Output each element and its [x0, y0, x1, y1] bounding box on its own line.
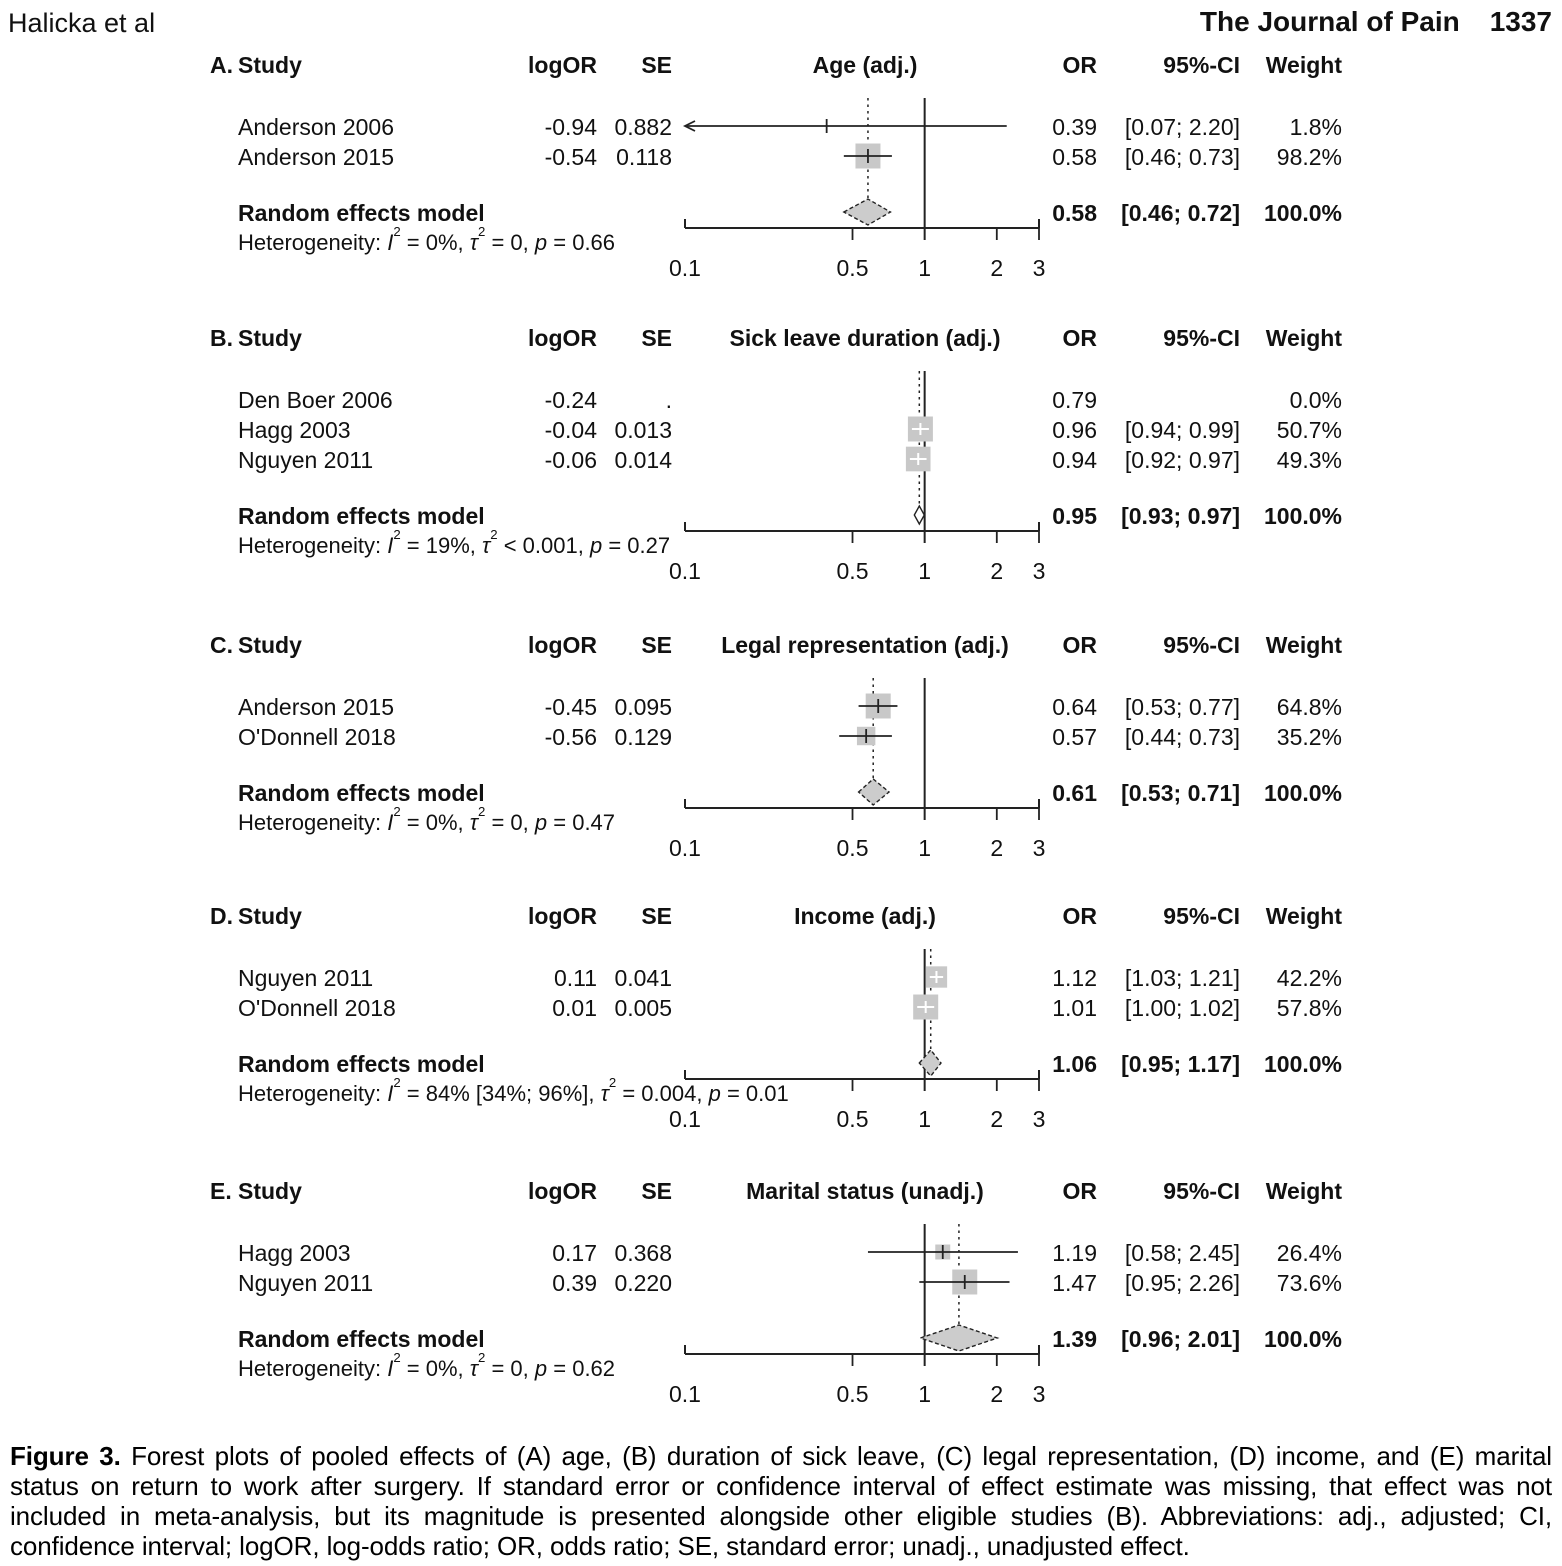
pooled-diamond [859, 779, 889, 805]
forest-plot-svg [640, 52, 1070, 298]
study-or: 1.12 [1052, 965, 1097, 991]
col-header-logor: logOR [528, 632, 597, 658]
heterogeneity-stats: Heterogeneity: $I^2 = 0\%$, $\tau^2 = 0$, p = 0.47 [238, 803, 616, 835]
study-ci: [0.53; 0.77] [1124, 694, 1240, 720]
axis-tick-label: 3 [1032, 255, 1046, 281]
col-header-ci: 95%-CI [1163, 1178, 1240, 1204]
forest-plot-svg [640, 325, 1070, 601]
study-se: 0.882 [614, 114, 672, 140]
figure-caption [10, 1441, 1552, 1561]
study-weight: 73.6% [1276, 1270, 1342, 1296]
col-header-logor: logOR [528, 903, 597, 929]
study-or: 0.79 [1052, 387, 1097, 413]
study-se: 0.220 [614, 1270, 672, 1296]
col-header-or: OR [1062, 903, 1097, 929]
study-weight: 50.7% [1276, 417, 1342, 443]
col-header-ci: 95%-CI [1163, 325, 1240, 351]
heterogeneity-stats: Heterogeneity: $I^2 = 84\%$ [34%; 96%], $\tau^2 = 0.004$, p = 0.01 [238, 1074, 789, 1106]
col-header-weight: Weight [1265, 1178, 1342, 1204]
axis-tick-label: 0.1 [669, 1381, 701, 1407]
pooled-weight: 100.0% [1263, 780, 1342, 806]
axis-tick-label: 1 [918, 255, 932, 281]
axis-tick-label: 3 [1032, 1106, 1046, 1132]
study-or: 0.96 [1052, 417, 1097, 443]
study-or: 0.58 [1052, 144, 1097, 170]
study-logor: -0.24 [544, 387, 597, 413]
running-head-authors: Halicka et al [8, 8, 156, 38]
study-se: 0.129 [614, 724, 672, 750]
panel-title: Sick leave duration (adj.) [729, 325, 1001, 351]
forest-panel-C [0, 632, 1562, 878]
study-or: 1.01 [1052, 995, 1097, 1021]
col-header-se: SE [641, 52, 672, 78]
study-weight: 49.3% [1276, 447, 1342, 473]
col-header-se: SE [641, 1178, 672, 1204]
study-se: 0.095 [614, 694, 672, 720]
axis-tick-label: 0.1 [669, 255, 701, 281]
study-logor: 0.01 [552, 995, 597, 1021]
study-marker [913, 995, 938, 1020]
panel-letter: D. [210, 903, 233, 929]
panel-letter: C. [210, 632, 233, 658]
study-name: Anderson 2015 [238, 144, 395, 170]
pooled-weight: 100.0% [1263, 200, 1342, 226]
study-weight: 26.4% [1276, 1240, 1342, 1266]
page-number: 1337 [1489, 6, 1552, 37]
axis-tick-label: 0.5 [836, 558, 869, 584]
panel-title: Income (adj.) [794, 903, 936, 929]
figure-caption-text: Forest plots of pooled effects of (A) age, (B) duration of sick leave, (C) legal representation, (D) income, and (E) marital status on return to work after surgery. If standard error or confidence interval of effect estimate was missing, that effect was not included in meta-analysis, but its magnitude is presented alongside other eligible studies (B). Abbreviations: adj., adjusted; CI, confidence interval; logOR, log-odds ratio; OR, odds ratio; SE, standard error; unadj., unadjusted effect. [10, 1441, 1552, 1561]
heterogeneity-stats: Heterogeneity: $I^2 = 0\%$, $\tau^2 = 0$, p = 0.66 [238, 223, 616, 255]
study-name: Nguyen 2011 [238, 1270, 374, 1296]
axis-tick-label: 2 [990, 1381, 1004, 1407]
panel-title: Marital status (unadj.) [746, 1178, 984, 1204]
study-weight: 35.2% [1276, 724, 1342, 750]
study-marker [868, 1245, 1018, 1260]
forest-panel-D [0, 903, 1562, 1149]
study-se: 0.005 [614, 995, 672, 1021]
study-marker [859, 694, 898, 719]
study-or: 1.19 [1052, 1240, 1097, 1266]
study-ci: [0.46; 0.73] [1124, 144, 1240, 170]
study-marker [906, 447, 931, 472]
pooled-or: 0.95 [1052, 503, 1097, 529]
study-weight: 64.8% [1276, 694, 1342, 720]
study-se: 0.013 [614, 417, 672, 443]
pooled-diamond [914, 506, 924, 524]
axis-tick-label: 0.1 [669, 558, 701, 584]
forest-plot-svg [640, 632, 1070, 878]
pooled-ci: [0.46; 0.72] [1121, 200, 1240, 226]
axis-tick-label: 0.1 [669, 1106, 701, 1132]
study-logor: -0.56 [544, 724, 597, 750]
random-effects-label: Random effects model [238, 1051, 485, 1077]
study-or: 0.94 [1052, 447, 1097, 473]
study-logor: -0.94 [544, 114, 597, 140]
pooled-weight: 100.0% [1263, 503, 1342, 529]
study-marker [844, 144, 892, 169]
axis-tick-label: 2 [990, 558, 1004, 584]
col-header-weight: Weight [1265, 325, 1342, 351]
study-name: Hagg 2003 [238, 1240, 351, 1266]
col-header-ci: 95%-CI [1163, 632, 1240, 658]
study-name: Anderson 2006 [238, 114, 395, 140]
col-header-or: OR [1062, 325, 1097, 351]
col-header-study: Study [238, 632, 302, 658]
col-header-study: Study [238, 1178, 302, 1204]
pooled-ci: [0.96; 2.01] [1121, 1326, 1240, 1352]
col-header-logor: logOR [528, 1178, 597, 1204]
study-marker [919, 1270, 1009, 1295]
study-weight: 57.8% [1276, 995, 1342, 1021]
study-or: 0.57 [1052, 724, 1097, 750]
study-marker [839, 727, 892, 745]
running-head-journal [1200, 6, 1552, 38]
journal-title: The Journal of Pain [1199, 6, 1460, 37]
pooled-weight: 100.0% [1263, 1051, 1342, 1077]
study-logor: 0.17 [552, 1240, 597, 1266]
col-header-logor: logOR [528, 325, 597, 351]
pooled-or: 0.58 [1052, 200, 1097, 226]
study-weight: 0.0% [1289, 387, 1342, 413]
study-or: 0.39 [1052, 114, 1097, 140]
panel-letter: A. [210, 52, 233, 78]
pooled-weight: 100.0% [1263, 1326, 1342, 1352]
col-header-or: OR [1062, 52, 1097, 78]
axis-tick-label: 2 [990, 835, 1004, 861]
random-effects-label: Random effects model [238, 503, 485, 529]
panel-title: Legal representation (adj.) [721, 632, 1009, 658]
col-header-ci: 95%-CI [1163, 903, 1240, 929]
col-header-logor: logOR [528, 52, 597, 78]
axis-tick-label: 3 [1032, 1381, 1046, 1407]
col-header-study: Study [238, 52, 302, 78]
study-name: O'Donnell 2018 [238, 995, 396, 1021]
panel-letter: B. [210, 325, 233, 351]
axis-tick-label: 1 [918, 1106, 932, 1132]
axis-tick-label: 0.5 [836, 255, 869, 281]
axis-tick-label: 0.5 [836, 835, 869, 861]
study-name: Nguyen 2011 [238, 447, 374, 473]
col-header-se: SE [641, 632, 672, 658]
pooled-diamond [919, 1050, 941, 1076]
col-header-se: SE [641, 903, 672, 929]
col-header-study: Study [238, 325, 302, 351]
pooled-ci: [0.93; 0.97] [1121, 503, 1240, 529]
forest-panel-E [0, 1178, 1562, 1424]
axis-tick-label: 0.1 [669, 835, 701, 861]
study-se: . [665, 387, 672, 413]
pooled-or: 1.06 [1052, 1051, 1097, 1077]
pooled-or: 0.61 [1052, 780, 1097, 806]
forest-plot-svg [640, 1178, 1070, 1424]
col-header-weight: Weight [1265, 52, 1342, 78]
pooled-diamond [844, 199, 891, 225]
study-se: 0.118 [616, 144, 672, 170]
study-se: 0.368 [614, 1240, 672, 1266]
panel-title: Age (adj.) [812, 52, 918, 78]
pooled-or: 1.39 [1052, 1326, 1097, 1352]
heterogeneity-stats: Heterogeneity: $I^2 = 0\%$, $\tau^2 = 0$, p = 0.62 [238, 1349, 616, 1381]
pooled-ci: [0.95; 1.17] [1121, 1051, 1240, 1077]
study-name: Den Boer 2006 [238, 387, 393, 413]
study-marker [685, 119, 1007, 133]
study-marker [908, 417, 933, 442]
random-effects-label: Random effects model [238, 200, 485, 226]
axis-tick-label: 0.5 [836, 1381, 869, 1407]
col-header-weight: Weight [1265, 632, 1342, 658]
study-name: Hagg 2003 [238, 417, 351, 443]
axis-tick-label: 0.5 [836, 1106, 869, 1132]
study-ci: [0.44; 0.73] [1124, 724, 1240, 750]
study-se: 0.014 [614, 447, 672, 473]
random-effects-label: Random effects model [238, 780, 485, 806]
forest-plot-svg [640, 903, 1070, 1149]
study-ci: [0.94; 0.99] [1124, 417, 1240, 443]
study-ci: [0.92; 0.97] [1124, 447, 1240, 473]
study-name: Nguyen 2011 [238, 965, 374, 991]
heterogeneity-stats: Heterogeneity: $I^2 = 19\%$, $\tau^2 < 0.001$, p = 0.27 [238, 526, 671, 558]
study-logor: -0.06 [544, 447, 597, 473]
col-header-se: SE [641, 325, 672, 351]
study-ci: [0.95; 2.26] [1124, 1270, 1240, 1296]
pooled-ci: [0.53; 0.71] [1121, 780, 1240, 806]
study-se: 0.041 [614, 965, 672, 991]
axis-tick-label: 2 [990, 255, 1004, 281]
study-logor: -0.45 [544, 694, 597, 720]
study-weight: 1.8% [1289, 114, 1342, 140]
study-weight: 42.2% [1276, 965, 1342, 991]
study-weight: 98.2% [1276, 144, 1342, 170]
axis-tick-label: 1 [918, 1381, 932, 1407]
study-or: 0.64 [1052, 694, 1097, 720]
pooled-diamond [920, 1325, 997, 1351]
axis-tick-label: 1 [918, 558, 932, 584]
axis-tick-label: 1 [918, 835, 932, 861]
study-ci: [0.58; 2.45] [1124, 1240, 1240, 1266]
study-logor: -0.54 [544, 144, 597, 170]
col-header-ci: 95%-CI [1163, 52, 1240, 78]
study-ci: [1.03; 1.21] [1124, 965, 1240, 991]
study-ci: [1.00; 1.02] [1124, 995, 1240, 1021]
col-header-or: OR [1062, 632, 1097, 658]
axis-tick-label: 3 [1032, 558, 1046, 584]
panel-letter: E. [210, 1178, 232, 1204]
axis-tick-label: 2 [990, 1106, 1004, 1132]
study-ci: [0.07; 2.20] [1124, 114, 1240, 140]
forest-panel-A [0, 52, 1562, 298]
figure-caption-label: Figure 3. [10, 1441, 121, 1471]
col-header-study: Study [238, 903, 302, 929]
study-logor: -0.04 [544, 417, 597, 443]
axis-tick-label: 3 [1032, 835, 1046, 861]
study-logor: 0.11 [553, 965, 597, 991]
random-effects-label: Random effects model [238, 1326, 485, 1352]
study-name: Anderson 2015 [238, 694, 395, 720]
study-marker [926, 966, 947, 987]
col-header-weight: Weight [1265, 903, 1342, 929]
study-or: 1.47 [1052, 1270, 1097, 1296]
col-header-or: OR [1062, 1178, 1097, 1204]
forest-panel-B [0, 325, 1562, 601]
study-name: O'Donnell 2018 [238, 724, 396, 750]
study-logor: 0.39 [552, 1270, 597, 1296]
